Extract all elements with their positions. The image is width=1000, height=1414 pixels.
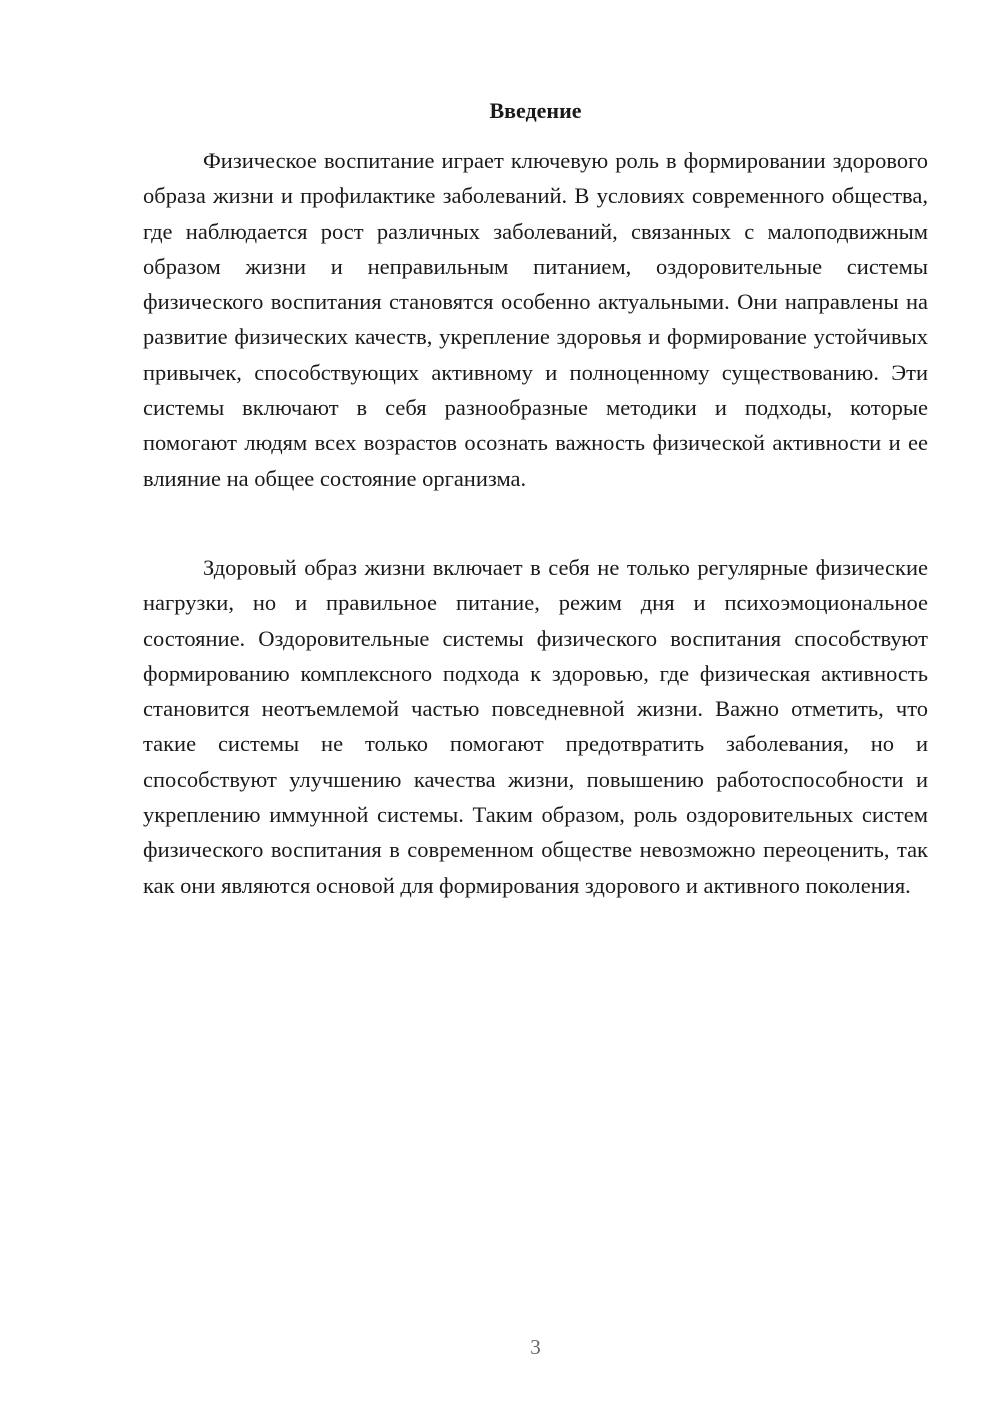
page-number: 3: [530, 1335, 541, 1359]
section-heading: Введение: [489, 98, 582, 123]
paragraph-2: Здоровый образ жизни включает в себя не только регулярные физические нагрузки, но и правильное питание, режим дня и психоэмоциональное состояние. Оздоровительные системы физического воспитания способствуют формированию комплексного подхода к здоровью, где физическая активность становится неотъемлемой частью повседневной жизни. Важно отметить, что такие системы не только помогают предотвратить заболевания, но и способствуют улучшению качества жизни, повышению работоспособности и укреплению иммунной системы. Таким образом, роль оздоровительных систем физического воспитания в современном обществе невозможно переоценить, так как они являются основой для формирования здорового и активного поколения.: [143, 555, 928, 898]
paragraph-1: Физическое воспитание играет ключевую роль в формировании здорового образа жизни и профилактике заболеваний. В условиях современного общества, где наблюдается рост различных заболеваний, связанных с малоподвижным образом жизни и неправильным питанием, оздоровительные системы физического воспитания становятся особенно актуальными. Они направлены на развитие физических качеств, укрепление здоровья и формирование устойчивых привычек, способствующих активному и полноценному существованию. Эти системы включают в себя разнообразные методики и подходы, которые помогают людям всех возрастов осознать важность физической активности и ее влияние на общее состояние организма.: [143, 148, 928, 491]
